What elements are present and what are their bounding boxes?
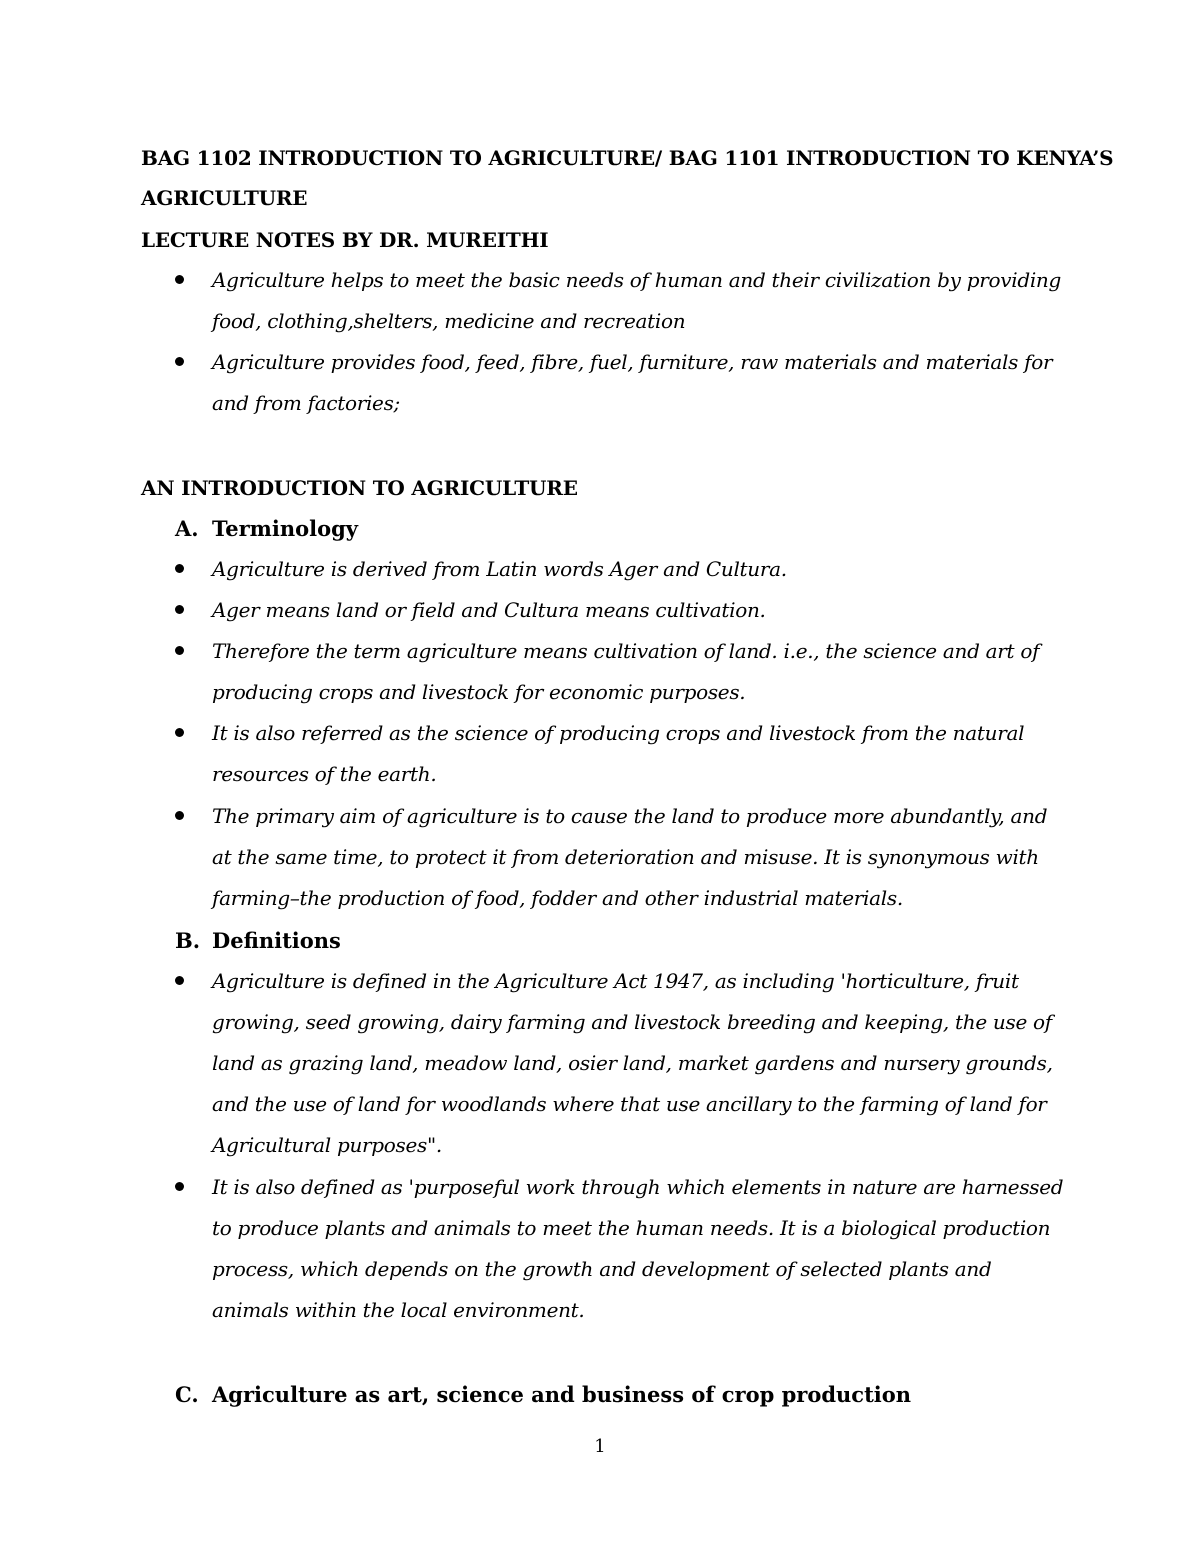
list-item-text: Ager means land or field and Cultura means cultivation. bbox=[212, 598, 766, 622]
list-item-text: It is also referred as the science of producing crops and livestock from the natural resources of the earth. bbox=[212, 721, 1025, 786]
document-title-line-2: AGRICULTURE bbox=[141, 186, 308, 210]
subsection-letter: C. bbox=[175, 1382, 199, 1407]
list-item bbox=[212, 1167, 1072, 1331]
list-item-text: Agriculture helps to meet the basic needs of human and their civilization by providing food, clothing,shelters, medicine and recreation bbox=[212, 268, 1062, 333]
bullet-icon bbox=[175, 811, 184, 820]
list-item-text: It is also defined as 'purposeful work through which elements in nature are harnessed to produce plants and animals to meet the human needs. It is a biological production process, which depends on the growth and development of selected plants and animals within the local environment. bbox=[212, 1175, 1064, 1322]
bullet-icon bbox=[175, 357, 184, 366]
list-item bbox=[212, 590, 1072, 631]
list-item-text: The primary aim of agriculture is to cause the land to produce more abundantly, and at the same time, to protect it from deterioration and misuse. It is synonymous with farming–the production of food, fodder and other industrial materials. bbox=[212, 804, 1048, 910]
list-item bbox=[212, 796, 1072, 919]
list-item-text: Agriculture is derived from Latin words Ager and Cultura. bbox=[212, 557, 787, 581]
list-item bbox=[212, 961, 1072, 1166]
page-number: 1 bbox=[594, 1436, 606, 1457]
bullet-icon bbox=[175, 976, 184, 985]
bullet-icon bbox=[175, 728, 184, 737]
list-item-text: Agriculture is defined in the Agriculture Act 1947, as including 'horticulture, fruit growing, seed growing, dairy farming and livestock breeding and keeping, the use of land as grazing land, meadow land, osier land, market gardens and nursery grounds, and the use of land for woodlands where that use ancillary to the farming of land for Agricultural purposes". bbox=[212, 969, 1053, 1157]
subsection-title: Terminology bbox=[212, 516, 358, 541]
list-item bbox=[212, 549, 1072, 590]
list-item bbox=[212, 342, 1072, 424]
section-title: AN INTRODUCTION TO AGRICULTURE bbox=[141, 476, 578, 500]
list-item-text: Agriculture provides food, feed, fibre, fuel, furniture, raw materials and materials for and from factories; bbox=[212, 350, 1053, 415]
subsection-title: Agriculture as art, science and business of crop production bbox=[212, 1382, 912, 1407]
subsection-letter: A. bbox=[175, 516, 199, 541]
bullet-icon bbox=[175, 1182, 184, 1191]
bullet-icon bbox=[175, 605, 184, 614]
document-title-line-1: BAG 1102 INTRODUCTION TO AGRICULTURE/ BAG 1101 INTRODUCTION TO KENYA’S bbox=[141, 146, 1114, 170]
list-item bbox=[212, 713, 1072, 795]
bullet-icon bbox=[175, 646, 184, 655]
list-item bbox=[212, 631, 1072, 713]
bullet-icon bbox=[175, 275, 184, 284]
lecture-notes-author: LECTURE NOTES BY DR. MUREITHI bbox=[141, 228, 549, 252]
subsection-title: Definitions bbox=[212, 928, 341, 953]
bullet-icon bbox=[175, 564, 184, 573]
subsection-letter: B. bbox=[175, 928, 201, 953]
list-item-text: Therefore the term agriculture means cultivation of land. i.e., the science and art of producing crops and livestock for economic purposes. bbox=[212, 639, 1040, 704]
list-item bbox=[212, 260, 1072, 342]
